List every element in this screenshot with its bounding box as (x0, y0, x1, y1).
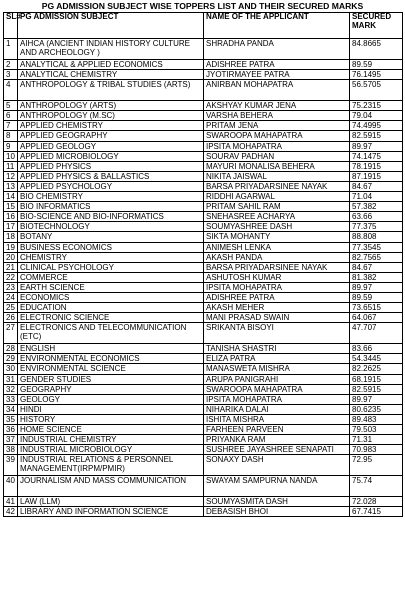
cell-applicant: SIKTA MOHANTY (204, 232, 350, 242)
cell-sl: 40 (4, 476, 18, 497)
cell-sl: 2 (4, 60, 18, 70)
cell-applicant: FARHEEN PARVEEN (204, 425, 350, 435)
table-row (4, 181, 403, 191)
cell-sl: 30 (4, 364, 18, 374)
cell-subject: LIBRARY AND INFORMATION SCIENCE (18, 507, 204, 517)
cell-sl: 8 (4, 131, 18, 141)
table-row (4, 161, 403, 171)
cell-sl: 12 (4, 171, 18, 181)
cell-mark: 74.4995 (350, 121, 403, 131)
cell-applicant: ANIRBAN MOHAPATRA (204, 80, 350, 101)
cell-sl: 7 (4, 121, 18, 131)
cell-applicant: RIDDHI AGARWAL (204, 192, 350, 202)
cell-subject: LAW (LLM) (18, 497, 204, 507)
table-row (4, 70, 403, 80)
cell-applicant: SRIKANTA BISOYI (204, 323, 350, 344)
cell-mark: 89.59 (350, 60, 403, 70)
cell-mark: 89.97 (350, 394, 403, 404)
cell-sl: 13 (4, 181, 18, 191)
table-row (4, 262, 403, 272)
cell-mark: 47.707 (350, 323, 403, 344)
table-row (4, 354, 403, 364)
cell-applicant: AKASH PANDA (204, 252, 350, 262)
cell-mark: 81.382 (350, 272, 403, 282)
cell-mark: 67.7415 (350, 507, 403, 517)
table-header-row (4, 13, 403, 39)
cell-sl: 20 (4, 252, 18, 262)
cell-subject: ANALYTICAL & APPLIED ECONOMICS (18, 60, 204, 70)
cell-subject: BIO CHEMISTRY (18, 192, 204, 202)
cell-mark: 63.66 (350, 212, 403, 222)
cell-applicant: NIHARIKA DALAI (204, 404, 350, 414)
cell-subject: HINDI (18, 404, 204, 414)
cell-sl: 17 (4, 222, 18, 232)
table-row (4, 151, 403, 161)
cell-applicant: DEBASISH BHOI (204, 507, 350, 517)
cell-subject: APPLIED PSYCHOLOGY (18, 181, 204, 191)
cell-subject: JOURNALISM AND MASS COMMUNICATION (18, 476, 204, 497)
cell-subject: APPLIED GEOLOGY (18, 141, 204, 151)
cell-sl: 23 (4, 282, 18, 292)
cell-mark: 57.382 (350, 202, 403, 212)
cell-applicant: SWAROOPA MAHAPATRA (204, 384, 350, 394)
cell-mark: 89.483 (350, 414, 403, 424)
cell-subject: HOME SCIENCE (18, 425, 204, 435)
cell-mark: 82.7565 (350, 252, 403, 262)
document-title: PG ADMISSION SUBJECT WISE TOPPERS LIST AND THEIR SECURED MARKS (41, 1, 364, 11)
cell-applicant: IPSITA MOHAPATRA (204, 141, 350, 151)
cell-subject: HISTORY (18, 414, 204, 424)
cell-mark: 82.2625 (350, 364, 403, 374)
cell-subject: BUSINESS ECONOMICS (18, 242, 204, 252)
cell-subject: APPLIED MICROBIOLOGY (18, 151, 204, 161)
cell-applicant: SOURAV PADHAN (204, 151, 350, 161)
cell-mark: 71.04 (350, 192, 403, 202)
cell-subject: EDUCATION (18, 303, 204, 313)
cell-applicant: IPSITA MOHAPATRA (204, 394, 350, 404)
cell-mark: 82.5915 (350, 384, 403, 394)
cell-mark: 56.5705 (350, 80, 403, 101)
cell-mark: 72.028 (350, 497, 403, 507)
cell-applicant: SUSHREE JAYASHREE SENAPATI (204, 445, 350, 455)
cell-subject: GEOGRAPHY (18, 384, 204, 394)
cell-mark: 70.983 (350, 445, 403, 455)
cell-mark: 79.04 (350, 111, 403, 121)
cell-sl: 22 (4, 272, 18, 282)
cell-subject: INDUSTRIAL CHEMISTRY (18, 435, 204, 445)
table-row (4, 171, 403, 181)
table-row (4, 232, 403, 242)
cell-sl: 31 (4, 374, 18, 384)
cell-sl: 16 (4, 212, 18, 222)
cell-sl: 4 (4, 80, 18, 101)
cell-subject: BOTANY (18, 232, 204, 242)
table-row (4, 374, 403, 384)
cell-subject: ANTHROPOLOGY (ARTS) (18, 101, 204, 111)
cell-sl: 42 (4, 507, 18, 517)
table-row (4, 455, 403, 476)
cell-applicant: ADISHREE PATRA (204, 292, 350, 302)
table-row (4, 497, 403, 507)
cell-applicant: ASHUTOSH KUMAR (204, 272, 350, 282)
cell-subject: ENGLISH (18, 344, 204, 354)
cell-sl: 27 (4, 323, 18, 344)
cell-applicant: SWAROOPA MAHAPATRA (204, 131, 350, 141)
table-row (4, 202, 403, 212)
cell-applicant: SONAXY DASH (204, 455, 350, 476)
cell-sl: 29 (4, 354, 18, 364)
cell-subject: APPLIED CHEMISTRY (18, 121, 204, 131)
table-row (4, 404, 403, 414)
table-row (4, 323, 403, 344)
cell-sl: 26 (4, 313, 18, 323)
cell-applicant: ARUPA PANIGRAHI (204, 374, 350, 384)
cell-mark: 84.67 (350, 181, 403, 191)
toppers-table (3, 12, 403, 517)
cell-applicant: BARSA PRIYADARSINEE NAYAK (204, 181, 350, 191)
cell-sl: 32 (4, 384, 18, 394)
cell-mark: 76.1495 (350, 70, 403, 80)
table-row (4, 313, 403, 323)
cell-sl: 19 (4, 242, 18, 252)
cell-mark: 79.503 (350, 425, 403, 435)
table-row (4, 192, 403, 202)
cell-applicant: AKASH MEHER (204, 303, 350, 313)
cell-applicant: SHRADHA PANDA (204, 39, 350, 60)
cell-applicant: ANIMESH LENKA (204, 242, 350, 252)
cell-mark: 88.808 (350, 232, 403, 242)
cell-subject: ELECTRONICS AND TELECOMMUNICATION (ETC) (18, 323, 204, 344)
cell-applicant: PRITAM SAHIL RAM (204, 202, 350, 212)
cell-subject: ENVIRONMENTAL ECONOMICS (18, 354, 204, 364)
cell-mark: 89.97 (350, 141, 403, 151)
cell-subject: INDUSTRIAL RELATIONS & PERSONNEL MANAGEMENT(IRPM/PMIR) (18, 455, 204, 476)
cell-mark: 74.1475 (350, 151, 403, 161)
cell-sl: 28 (4, 344, 18, 354)
table-row (4, 303, 403, 313)
cell-subject: ECONOMICS (18, 292, 204, 302)
cell-mark: 64.067 (350, 313, 403, 323)
table-row (4, 384, 403, 394)
table-row (4, 131, 403, 141)
cell-mark: 78.1915 (350, 161, 403, 171)
cell-applicant: JYOTIRMAYEE PATRA (204, 70, 350, 80)
table-row (4, 141, 403, 151)
cell-subject: COMMERCE (18, 272, 204, 282)
cell-sl: 25 (4, 303, 18, 313)
table-row (4, 507, 403, 517)
cell-mark: 83.66 (350, 344, 403, 354)
cell-sl: 6 (4, 111, 18, 121)
cell-sl: 5 (4, 101, 18, 111)
header-sl: SL# (4, 13, 18, 39)
cell-sl: 18 (4, 232, 18, 242)
cell-sl: 37 (4, 435, 18, 445)
cell-subject: ENVIRONMENTAL SCIENCE (18, 364, 204, 374)
cell-subject: BIO-SCIENCE AND BIO-INFORMATICS (18, 212, 204, 222)
cell-sl: 41 (4, 497, 18, 507)
cell-subject: CHEMISTRY (18, 252, 204, 262)
cell-mark: 75.74 (350, 476, 403, 497)
cell-applicant: SNEHASREE ACHARYA (204, 212, 350, 222)
cell-sl: 1 (4, 39, 18, 60)
cell-applicant: VARSHA BEHERA (204, 111, 350, 121)
table-row (4, 242, 403, 252)
cell-subject: CLINICAL PSYCHOLOGY (18, 262, 204, 272)
header-mark: SECURED MARK (350, 13, 403, 39)
cell-applicant: ISHITA MISHRA (204, 414, 350, 424)
table-row (4, 344, 403, 354)
cell-applicant: MAYURI MONALISA BEHERA (204, 161, 350, 171)
cell-mark: 54.3445 (350, 354, 403, 364)
cell-applicant: TANISHA SHASTRI (204, 344, 350, 354)
cell-subject: GENDER STUDIES (18, 374, 204, 384)
table-row (4, 476, 403, 497)
cell-sl: 36 (4, 425, 18, 435)
cell-sl: 9 (4, 141, 18, 151)
table-row (4, 435, 403, 445)
cell-mark: 72.95 (350, 455, 403, 476)
cell-mark: 68.1915 (350, 374, 403, 384)
cell-mark: 80.6235 (350, 404, 403, 414)
cell-mark: 84.67 (350, 262, 403, 272)
cell-applicant: NIKITA JAISWAL (204, 171, 350, 181)
table-row (4, 394, 403, 404)
cell-mark: 87.1915 (350, 171, 403, 181)
cell-applicant: ADISHREE PATRA (204, 60, 350, 70)
cell-subject: ANTHROPOLOGY (M.SC) (18, 111, 204, 121)
cell-sl: 14 (4, 192, 18, 202)
cell-sl: 35 (4, 414, 18, 424)
table-body (4, 39, 403, 517)
cell-applicant: MANI PRASAD SWAIN (204, 313, 350, 323)
cell-applicant: BARSA PRIYADARSINEE NAYAK (204, 262, 350, 272)
cell-sl: 33 (4, 394, 18, 404)
cell-mark: 73.6515 (350, 303, 403, 313)
cell-subject: BIO INFORMATICS (18, 202, 204, 212)
table-row (4, 101, 403, 111)
cell-sl: 24 (4, 292, 18, 302)
cell-sl: 38 (4, 445, 18, 455)
cell-applicant: PRITAM JENA (204, 121, 350, 131)
table-row (4, 39, 403, 60)
cell-mark: 82.5915 (350, 131, 403, 141)
table-row (4, 111, 403, 121)
cell-sl: 21 (4, 262, 18, 272)
table-row (4, 252, 403, 262)
cell-subject: APPLIED GEOGRAPHY (18, 131, 204, 141)
cell-applicant: IPSITA MOHAPATRA (204, 282, 350, 292)
cell-applicant: PRIYANKA RAM (204, 435, 350, 445)
cell-mark: 77.375 (350, 222, 403, 232)
table-row (4, 364, 403, 374)
table-row (4, 60, 403, 70)
table-row (4, 414, 403, 424)
cell-subject: ANALYTICAL CHEMISTRY (18, 70, 204, 80)
cell-applicant: SOUMYASHREE DASH (204, 222, 350, 232)
cell-sl: 39 (4, 455, 18, 476)
header-subject: PG ADMISSION SUBJECT (18, 13, 204, 39)
cell-applicant: AKSHYAY KUMAR JENA (204, 101, 350, 111)
cell-subject: APPLIED PHYSICS (18, 161, 204, 171)
cell-mark: 84.8665 (350, 39, 403, 60)
header-applicant: NAME OF THE APPLICANT (204, 13, 350, 39)
table-row (4, 212, 403, 222)
table-row (4, 121, 403, 131)
cell-subject: ANTHROPOLOGY & TRIBAL STUDIES (ARTS) (18, 80, 204, 101)
cell-sl: 10 (4, 151, 18, 161)
cell-sl: 3 (4, 70, 18, 80)
cell-subject: EARTH SCIENCE (18, 282, 204, 292)
table-row (4, 272, 403, 282)
table-row (4, 445, 403, 455)
table-row (4, 425, 403, 435)
cell-applicant: SWAYAM SAMPURNA NANDA (204, 476, 350, 497)
cell-mark: 75.2315 (350, 101, 403, 111)
cell-subject: ELECTRONIC SCIENCE (18, 313, 204, 323)
cell-subject: GEOLOGY (18, 394, 204, 404)
cell-subject: APPLIED PHYSICS & BALLASTICS (18, 171, 204, 181)
cell-subject: BIOTECHNOLOGY (18, 222, 204, 232)
cell-mark: 71.31 (350, 435, 403, 445)
cell-mark: 77.3545 (350, 242, 403, 252)
cell-sl: 34 (4, 404, 18, 414)
cell-subject: AIHCA (ANCIENT INDIAN HISTORY CULTURE AND ARCHEOLOGY ) (18, 39, 204, 60)
table-row (4, 80, 403, 101)
cell-applicant: ELIZA PATRA (204, 354, 350, 364)
cell-mark: 89.59 (350, 292, 403, 302)
cell-subject: INDUSTRIAL MICROBIOLOGY (18, 445, 204, 455)
table-row (4, 282, 403, 292)
cell-applicant: SOUMYASMITA DASH (204, 497, 350, 507)
table-row (4, 222, 403, 232)
table-row (4, 292, 403, 302)
cell-applicant: MANASWETA MISHRA (204, 364, 350, 374)
cell-mark: 89.97 (350, 282, 403, 292)
cell-sl: 11 (4, 161, 18, 171)
cell-sl: 15 (4, 202, 18, 212)
